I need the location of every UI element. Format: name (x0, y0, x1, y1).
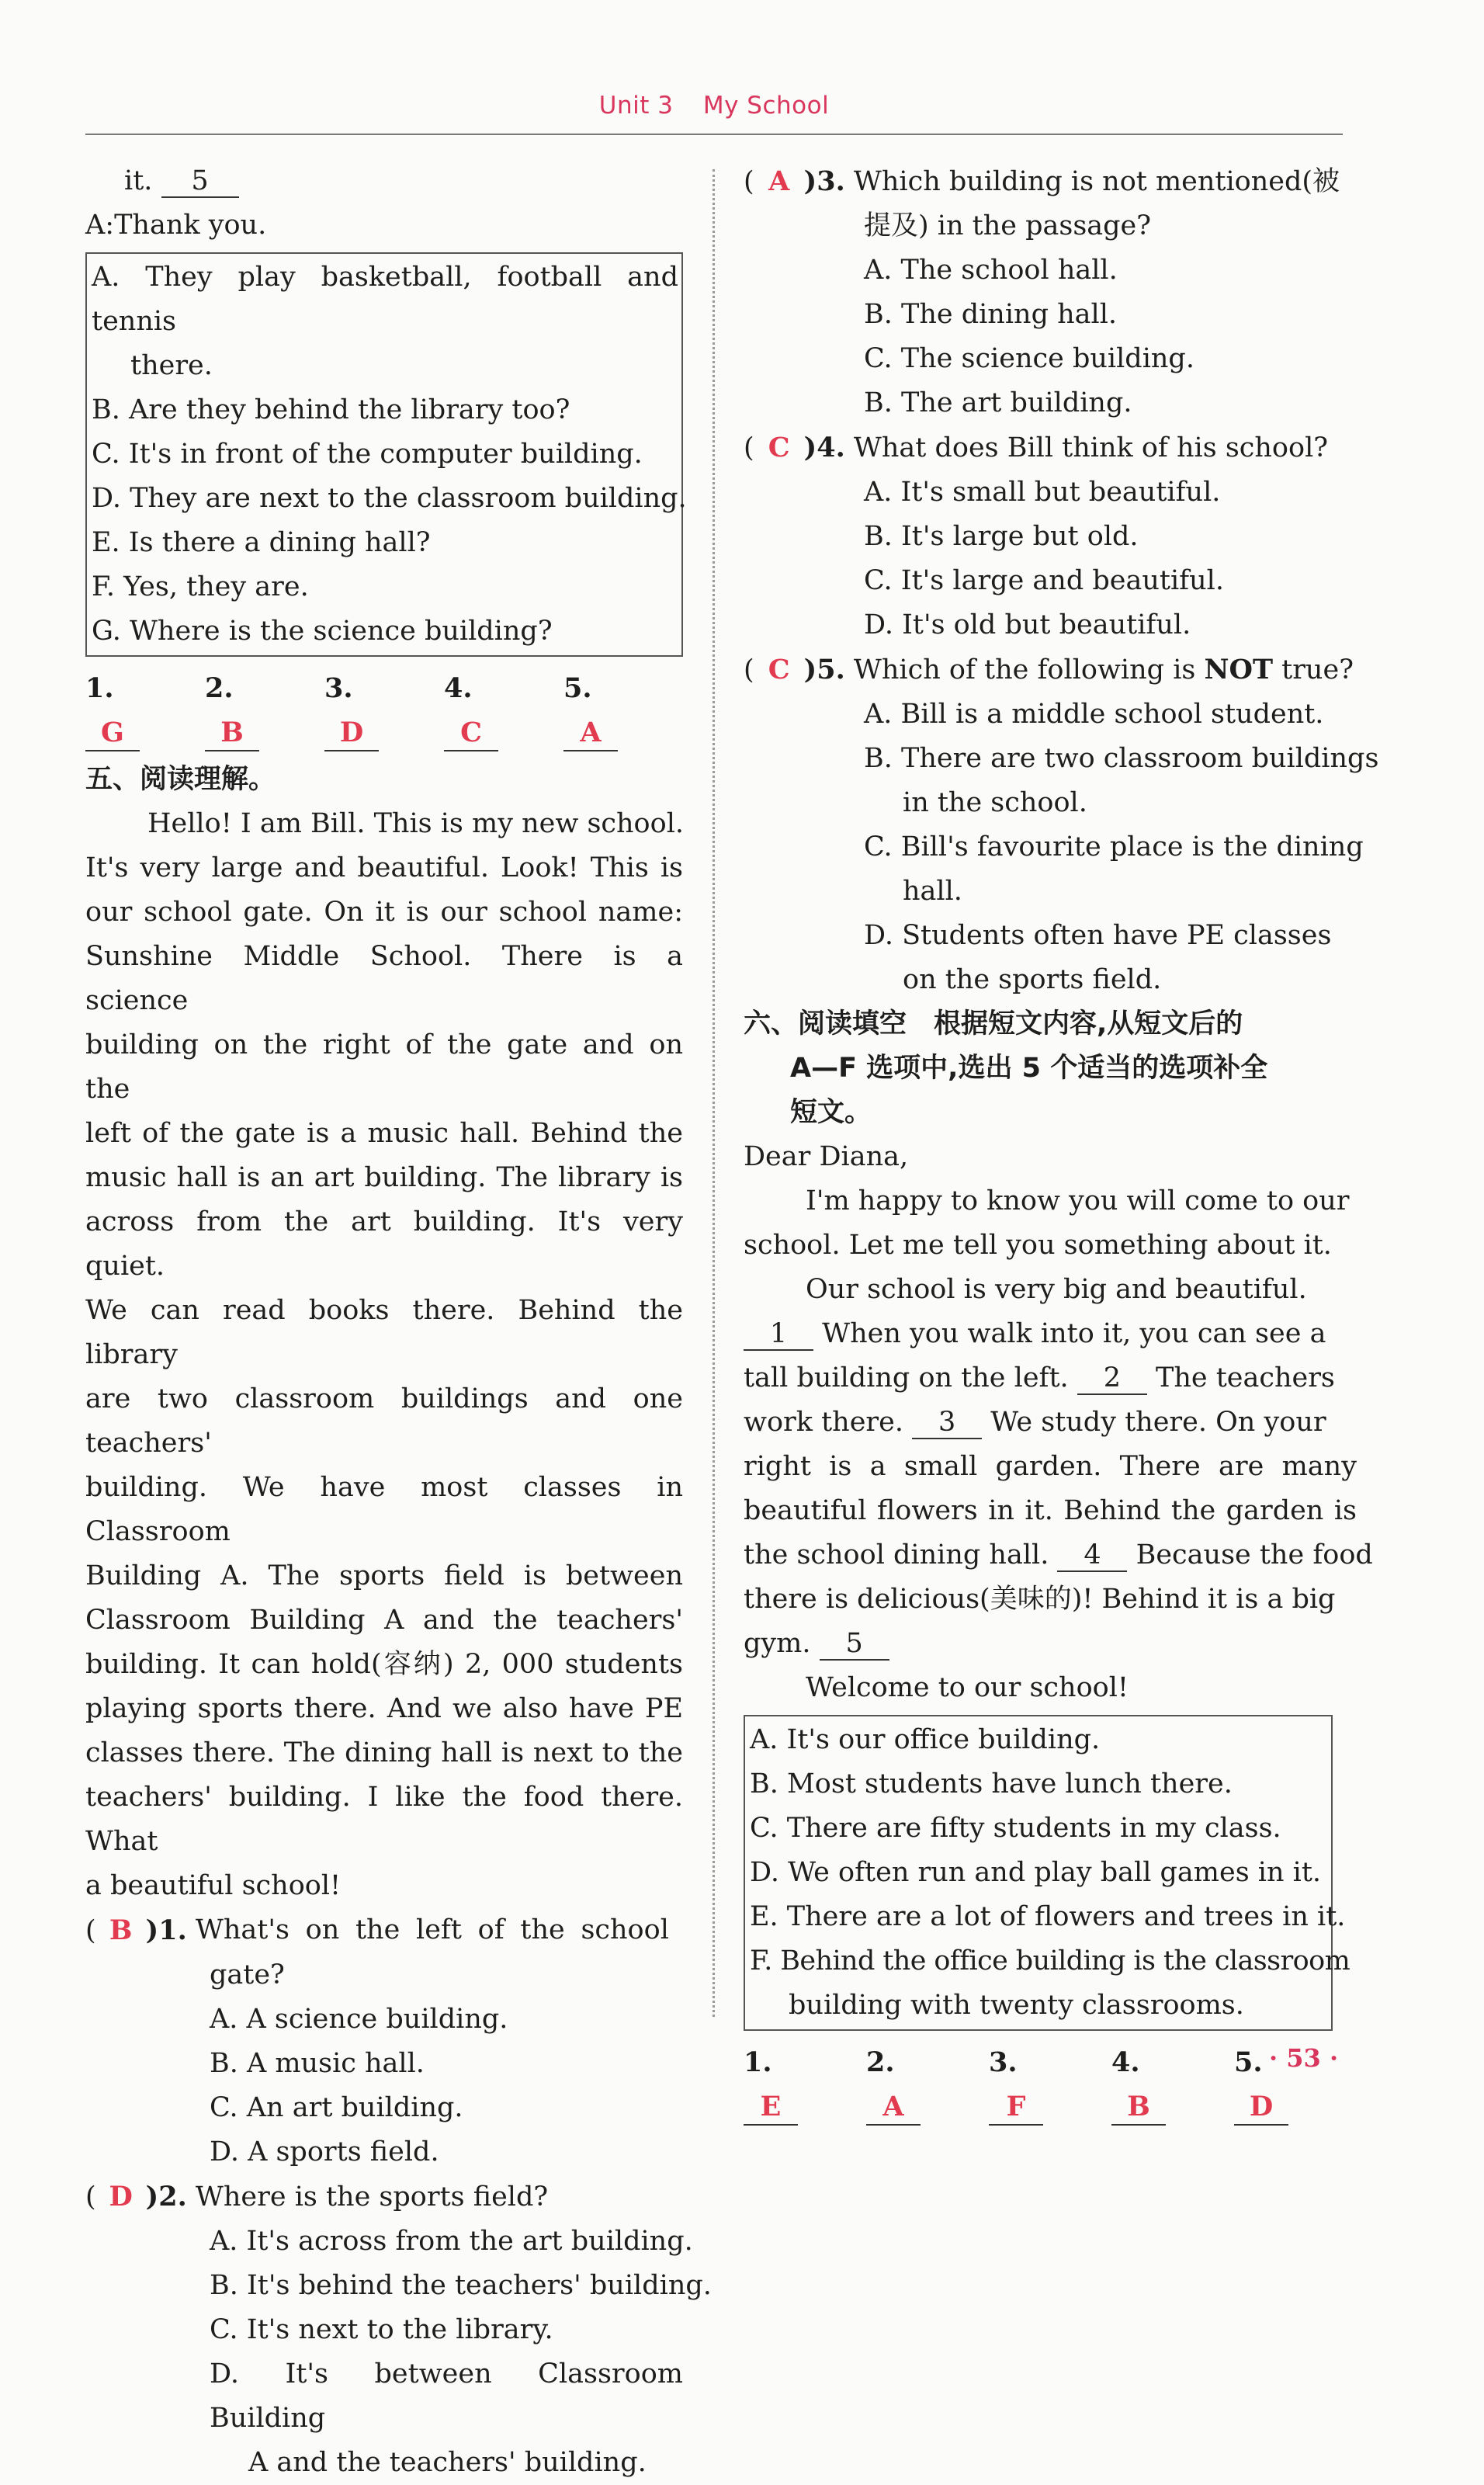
option-a: A. It's our office building. (750, 1724, 1101, 1755)
q5-stem-b: true? (1273, 654, 1354, 685)
q1-option-c: C. An art building. (210, 2092, 463, 2123)
q5-stem-not: NOT (1204, 654, 1274, 685)
q2-option-d: D. It's between Classroom Building (210, 2358, 683, 2434)
q4-option-a: A. It's small but beautiful. (864, 477, 1221, 508)
passage-line: Building A. The sports field is between (85, 1560, 683, 1591)
answer-3: 3. D (324, 666, 411, 755)
passage-line: It's very large and beautiful. Look! This is (85, 852, 683, 883)
letter-options-box (744, 1715, 1351, 2031)
letter-line: there is delicious(美味的)! Behind it is a big (744, 1584, 1336, 1615)
passage-line: across from the art building. It's very quiet. (85, 1206, 683, 1282)
dialogue-line-a: A:Thank you. (85, 210, 267, 241)
option-a-cont: there. (130, 350, 213, 381)
right-column (744, 159, 1379, 2132)
passage-line: Classroom Building A and the teachers' (85, 1605, 683, 1636)
question-1: ( B )1. What's on the left of the school gate? A. A science building. B. A music hall. C. An art building. D. A sports field. (85, 1908, 683, 2174)
dialogue-options-box (85, 252, 687, 657)
letter-blank-4: 4 (1057, 1539, 1127, 1572)
q3-option-a: A. The school hall. (864, 255, 1118, 286)
answer-5-value: A (563, 716, 618, 751)
q4-option-d: D. It's old but beautiful. (864, 609, 1191, 640)
q5-option-b-cont: in the school. (903, 787, 1087, 818)
q2-option-c: C. It's next to the library. (210, 2314, 553, 2345)
dialogue-answers (85, 666, 683, 755)
q1-option-a: A. A science building. (210, 2004, 508, 2035)
answer-4-value: B (1111, 2090, 1166, 2126)
answer-5: 5. D (1234, 2040, 1324, 2129)
passage-line: playing sports there. And we also have PE (85, 1693, 683, 1724)
letter-line: tall building on the left. 2 The teachers (744, 1362, 1335, 1393)
q5-option-c-cont: hall. (903, 876, 962, 907)
passage-line: classes there. The dining hall is next to the (85, 1737, 683, 1768)
option-e: E. There are a lot of flowers and trees in it. (750, 1901, 1346, 1932)
letter-greeting: Dear Diana, (744, 1141, 909, 1172)
q1-stem: What's on the left of the school (195, 1914, 669, 1945)
letter-line: work there. 3 We study there. On your (744, 1407, 1326, 1438)
letter-answers (744, 2040, 1357, 2129)
option-g: G. Where is the science building? (92, 616, 553, 647)
option-f: F. Yes, they are. (92, 571, 309, 602)
q2-stem: Where is the sports field? (195, 2181, 549, 2213)
letter-blank-3: 3 (912, 1407, 982, 1439)
answer-2-value: A (866, 2090, 921, 2126)
q2-answer: D (109, 2181, 133, 2213)
option-c: C. It's in front of the computer building. (92, 439, 643, 470)
letter-line: I'm happy to know you will come to our (806, 1185, 1350, 1216)
option-f: F. Behind the office building is the classroom (750, 1945, 1351, 1977)
letter-blank-1: 1 (744, 1318, 813, 1351)
passage-line: Sunshine Middle School. There is a science (85, 941, 683, 1016)
passage-line: music hall is an art building. The library is (85, 1162, 683, 1193)
page-number: · 53 · (1269, 2043, 1339, 2073)
passage-line: building on the right of the gate and on the (85, 1029, 683, 1105)
letter-line: the school dining hall. 4 Because the food (744, 1539, 1373, 1570)
q5-option-d-cont: on the sports field. (903, 964, 1162, 995)
q3-option-d: B. The art building. (864, 387, 1132, 418)
q4-option-b: B. It's large but old. (864, 521, 1139, 552)
letter-line: school. Let me tell you something about it. (744, 1230, 1332, 1261)
option-e: E. Is there a dining hall? (92, 527, 431, 558)
dialogue-tail (85, 159, 683, 203)
answer-4-value: C (444, 716, 498, 751)
letter-line: beautiful flowers in it. Behind the garden is (744, 1495, 1357, 1526)
answer-2: 2. B (205, 666, 292, 755)
answer-4: 4. B (1111, 2040, 1201, 2129)
option-f-cont: building with twenty classrooms. (789, 1990, 1244, 2021)
passage-line: left of the gate is a music hall. Behind the (85, 1118, 683, 1149)
q3-answer: A (768, 165, 790, 197)
question-4: ( C )4. What does Bill think of his school? A. It's small but beautiful. B. It's large but old. C. It's large and beautiful. D. It's old but beautiful. (744, 425, 1357, 647)
left-column (85, 159, 712, 2485)
q2-option-b: B. It's behind the teachers' building. (210, 2270, 712, 2301)
section-5-title: 五、阅读理解。 (85, 764, 276, 795)
q5-option-d: D. Students often have PE classes (864, 920, 1332, 951)
question-5: ( C )5. Which of the following is NOT true? A. Bill is a middle school student. B. There are two classroom buildings in the school. C. Bill's favourite place is the dining hall. D. Students often have PE classes on the sports field. (744, 647, 1357, 1002)
letter-closing: Welcome to our school! (806, 1672, 1129, 1703)
header-unit: Unit 3 (598, 92, 674, 120)
answer-4: 4. C (444, 666, 531, 755)
answer-3-value: F (989, 2090, 1043, 2126)
passage-line: We can read books there. Behind the library (85, 1295, 683, 1370)
passage-line: a beautiful school! (85, 1870, 342, 1901)
letter-line: Our school is very big and beautiful. (806, 1274, 1307, 1305)
q2-option-d-cont: A and the teachers' building. (248, 2447, 647, 2478)
letter-line: right is a small garden. There are many (744, 1451, 1357, 1482)
option-c: C. There are fifty students in my class. (750, 1813, 1281, 1844)
option-b: B. Most students have lunch there. (750, 1768, 1233, 1800)
reading-passage (85, 802, 683, 1908)
q4-option-c: C. It's large and beautiful. (864, 565, 1224, 596)
q5-option-b: B. There are two classroom buildings (864, 743, 1379, 774)
answer-3-value: D (324, 716, 379, 751)
passage-line: our school gate. On it is our school name: (85, 897, 683, 928)
option-d: D. They are next to the classroom building. (92, 483, 687, 514)
letter (744, 1135, 1373, 1710)
q1-option-d: D. A sports field. (210, 2136, 439, 2167)
q3-option-b: B. The dining hall. (864, 299, 1118, 330)
q2-option-a: A. It's across from the art building. (210, 2226, 693, 2257)
q5-option-c: C. Bill's favourite place is the dining (864, 831, 1364, 862)
letter-line: gym. 5 (744, 1622, 1357, 1666)
letter-blank-5: 5 (820, 1628, 889, 1661)
q5-stem-a: Which of the following is (853, 654, 1205, 685)
header-rule (85, 134, 1343, 135)
passage-line: are two classroom buildings and one teachers' (85, 1383, 683, 1459)
q1-option-b: B. A music hall. (210, 2048, 425, 2079)
letter-blank-2: 2 (1077, 1362, 1147, 1395)
q5-option-a: A. Bill is a middle school student. (864, 699, 1324, 730)
q3-stem-cont: 提及) in the passage? (864, 210, 1152, 241)
answer-1: 1. E (744, 2040, 834, 2129)
q1-answer: B (109, 1914, 133, 1946)
answer-5-value: D (1234, 2090, 1288, 2126)
answer-2-value: B (205, 716, 259, 751)
answer-3: 3. F (989, 2040, 1079, 2129)
dialogue-blank-5: 5 (161, 165, 239, 198)
option-b: B. Are they behind the library too? (92, 394, 570, 425)
q1-stem-cont: gate? (210, 1959, 285, 1990)
answer-1-value: G (85, 716, 140, 751)
passage-line: building. We have most classes in Classroom (85, 1472, 683, 1547)
column-divider (713, 169, 715, 2017)
letter-line: 1 When you walk into it, you can see a (744, 1312, 1357, 1356)
dialogue-prefix: it. (124, 165, 153, 196)
passage-line: teachers' building. I like the food there. What (85, 1782, 683, 1857)
header-title: My School (702, 92, 830, 120)
q5-answer: C (768, 654, 790, 685)
question-2: ( D )2. Where is the sports field? A. It's across from the art building. B. It's behind the teachers' building. C. It's next to the library. D. It's between Classroom Building A and the teachers' building. (85, 2174, 683, 2485)
option-a: A. They play basketball, football and tennis (92, 262, 678, 337)
section-6-title: 六、阅读填空 根据短文内容,从短文后的 A—F 选项中,选出 5 个适当的选项补全 短文。 (744, 1008, 1268, 1128)
q3-stem: Which building is not mentioned(被 (853, 166, 1340, 197)
q4-answer: C (768, 432, 790, 463)
passage-line: building. It can hold(容纳) 2, 000 students (85, 1649, 683, 1680)
q4-stem: What does Bill think of his school? (853, 432, 1329, 463)
question-3: ( A )3. Which building is not mentioned(被 提及) in the passage? A. The school hall. B. The dining hall. C. The science building. B. The art building. (744, 159, 1357, 425)
answer-1-value: E (744, 2090, 798, 2126)
passage-line: Hello! I am Bill. This is my new school. (147, 808, 685, 839)
answer-1: 1. G (85, 666, 172, 755)
q3-option-c: C. The science building. (864, 343, 1194, 374)
answer-2: 2. A (866, 2040, 956, 2129)
option-d: D. We often run and play ball games in it. (750, 1857, 1322, 1888)
page-header (85, 92, 1343, 120)
answer-5: 5. A (563, 666, 650, 755)
